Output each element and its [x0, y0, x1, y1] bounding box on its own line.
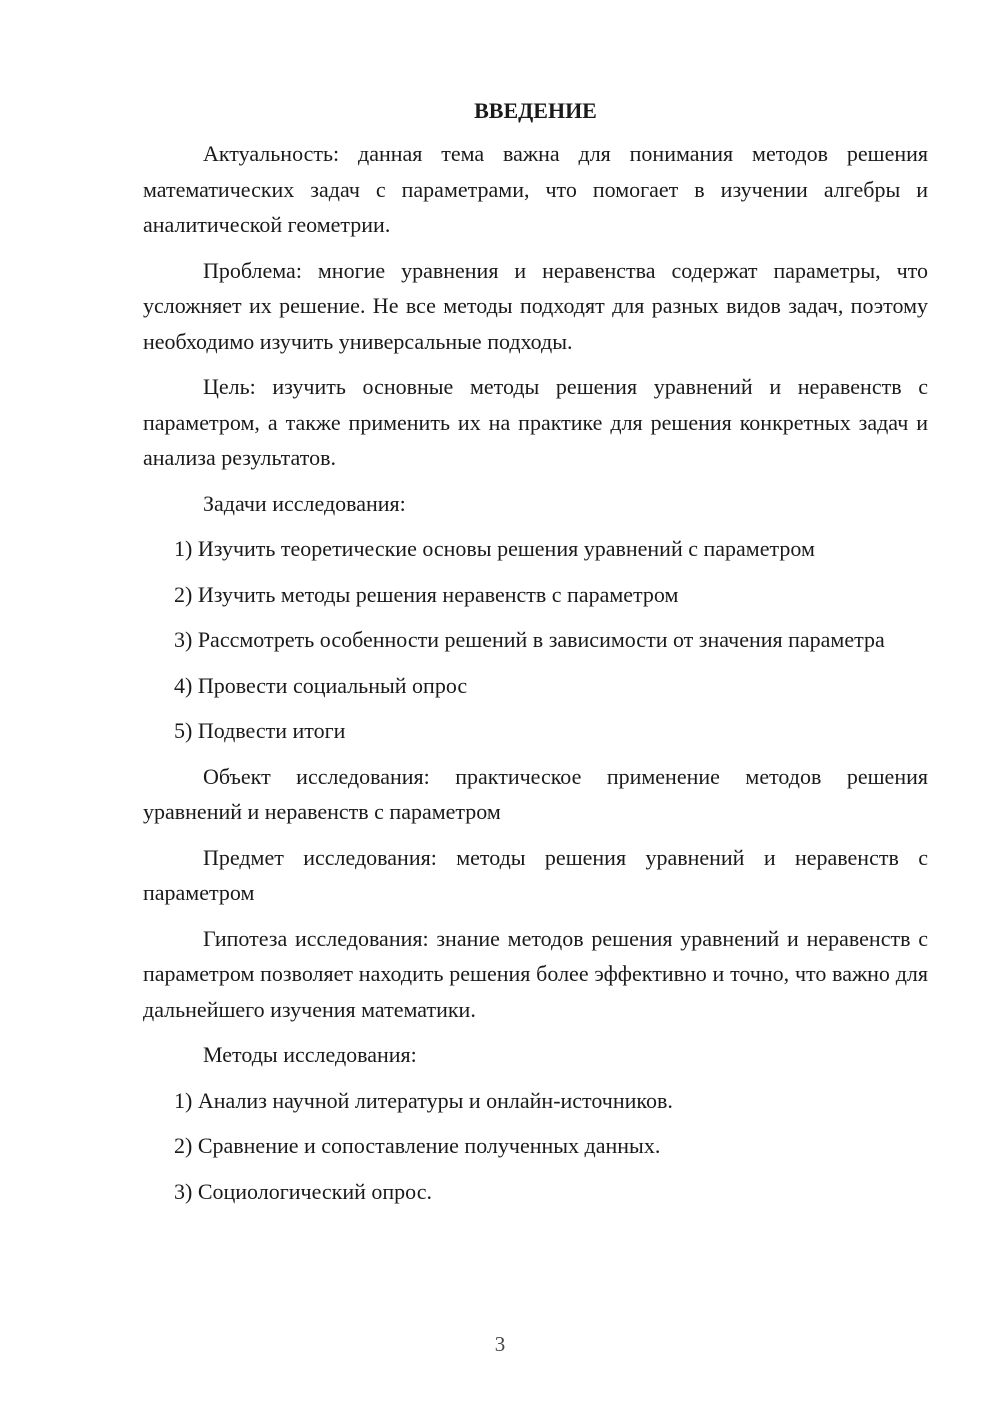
method-item: 3) Социологический опрос. — [174, 1178, 432, 1204]
page-number: 3 — [494, 1332, 506, 1356]
object-paragraph: Объект исследования: практическое применение методов решения уравнений и неравенств с параметром — [143, 763, 928, 824]
section-title: ВВЕДЕНИЕ — [474, 98, 597, 123]
task-item: 5) Подвести итоги — [174, 718, 346, 743]
hypothesis-paragraph: Гипотеза исследования: знание методов решения уравнений и неравенств с параметром позволяет находить решения более эффективно и точно, что важно для дальнейшего изучения математики. — [143, 925, 928, 1022]
subject-paragraph: Предмет исследования: методы решения уравнений и неравенств с параметром — [143, 844, 928, 905]
method-item: 1) Анализ научной литературы и онлайн-источников. — [174, 1087, 673, 1113]
method-item: 2) Сравнение и сопоставление полученных данных. — [174, 1133, 661, 1158]
task-item: 4) Провести социальный опрос — [174, 672, 468, 698]
goal-paragraph: Цель: изучить основные методы решения уравнений и неравенств с параметром, а также применить их на практике для решения конкретных задач и анализа результатов. — [143, 374, 928, 470]
problem-paragraph: Проблема: многие уравнения и неравенства содержат параметры, что усложняет их решение. Не все методы подходят для разных видов задач, поэтому необходимо изучить универсальные подходы. — [143, 257, 928, 354]
relevance-paragraph: Актуальность: данная тема важна для понимания методов решения математических задач с параметрами, что помогает в изучении алгебры и аналитической геометрии. — [143, 141, 928, 237]
task-item: 3) Рассмотреть особенности решений в зависимости от значения параметра — [174, 627, 885, 652]
task-item: 2) Изучить методы решения неравенств с параметром — [174, 581, 679, 607]
methods-heading: Методы исследования: — [203, 1042, 417, 1067]
task-item: 1) Изучить теоретические основы решения уравнений с параметром — [174, 536, 815, 561]
document-page — [143, 96, 928, 1219]
tasks-heading: Задачи исследования: — [203, 490, 406, 516]
